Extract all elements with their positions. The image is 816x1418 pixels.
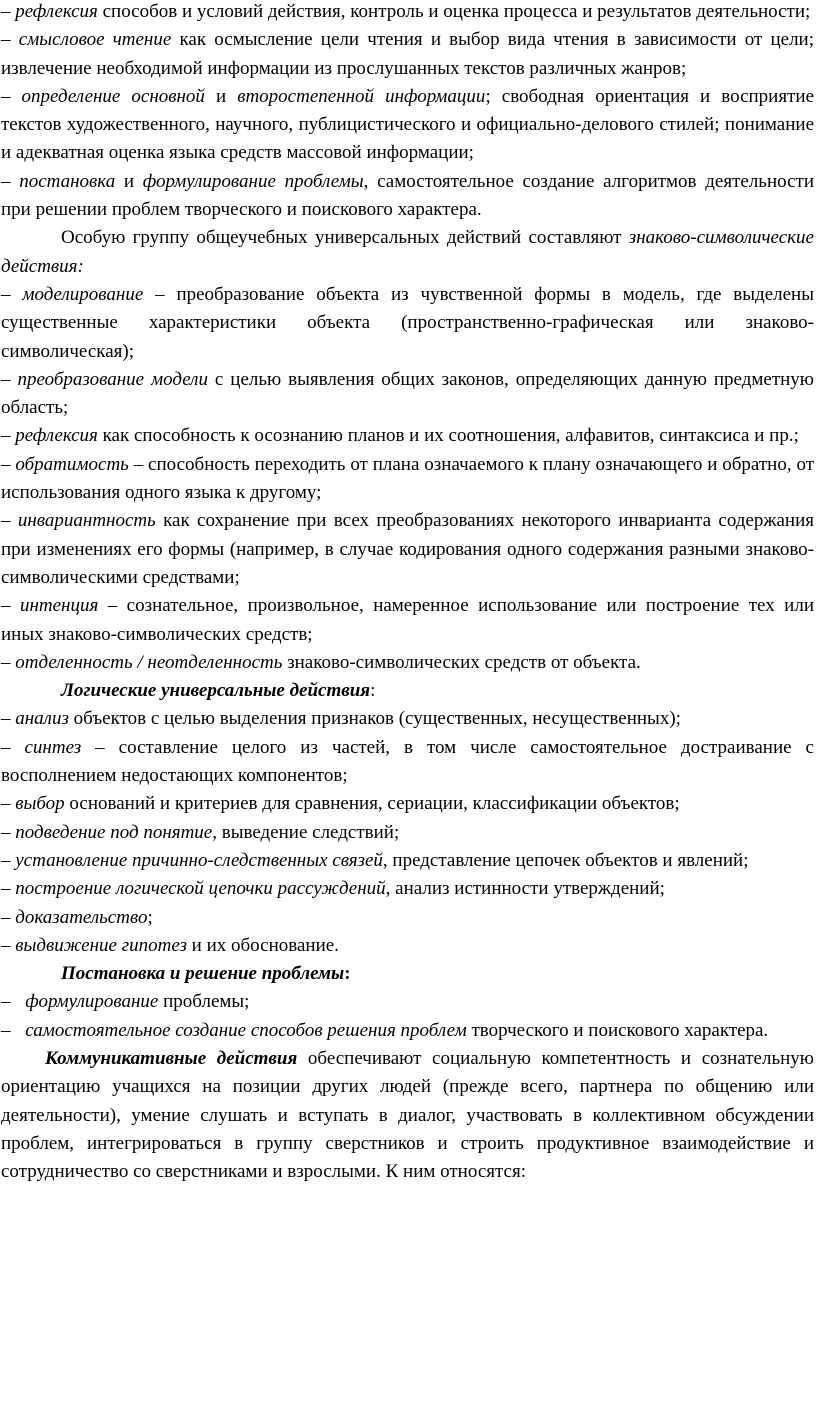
- item-ustanovlenie: [1, 847, 814, 875]
- term: подведение под понятие: [15, 821, 213, 843]
- term: отделенность / неотделенность: [15, 651, 283, 673]
- text: , представление цепочек объектов и явлений;: [382, 849, 749, 871]
- item-postanovka: [1, 168, 814, 225]
- term: инвариантность: [17, 510, 156, 532]
- dash: –: [1, 1019, 16, 1041]
- item-otdelennost: [1, 649, 814, 677]
- term: второстепенной информации: [237, 85, 486, 107]
- term: знаково-символические действия:: [1, 227, 814, 277]
- dash: –: [1, 453, 16, 475]
- term: постановка: [19, 170, 116, 192]
- dash: –: [1, 991, 16, 1013]
- heading-text: Постановка и решение проблемы: [61, 963, 345, 985]
- text: – сознательное, произвольное, намеренное использование или построение тех или иных знаково-символических средств;: [1, 595, 814, 645]
- text: :: [344, 963, 351, 985]
- text: Особую группу общеучебных универсальных действий составляют: [61, 227, 629, 249]
- text: – способность переходить от плана означаемого к плану означающего и обратно, от использования одного языка к другому;: [1, 453, 815, 504]
- item-analiz: [1, 705, 814, 733]
- term: определение основной: [21, 85, 205, 107]
- item-modelirovanie: [1, 281, 814, 366]
- term: построение логической цепочки рассуждений: [15, 878, 386, 900]
- term: выдвижение гипотез: [15, 934, 187, 956]
- heading-text: Логические универсальные действия: [61, 680, 371, 702]
- dash: –: [1, 736, 25, 758]
- term: формулирование проблемы: [142, 170, 364, 192]
- term: смысловое чтение: [18, 29, 172, 51]
- text: оснований и критериев для сравнения, сериации, классификации объектов;: [64, 793, 680, 815]
- term: синтез: [24, 736, 82, 758]
- item-samostoyatelnoe: [1, 1017, 814, 1045]
- dash: –: [1, 906, 16, 928]
- item-preobrazovanie: [1, 366, 814, 423]
- item-invariantnost: [1, 507, 814, 592]
- text: и: [115, 170, 143, 192]
- term: моделирование: [22, 283, 144, 305]
- text: ; свободная ориентация и восприятие текстов художественного, научного, публицистического и официально-делового стилей; понимание и адекватная оценка языка средств массовой информации;: [1, 85, 814, 164]
- item-dokazatelstvo: [1, 904, 814, 932]
- item-obratimost: [1, 451, 814, 508]
- dash: –: [1, 425, 16, 447]
- text: – составление целого из частей, в том числе самостоятельное достраивание с восполнением недостающих компонентов;: [1, 736, 814, 787]
- text: и: [204, 85, 238, 107]
- dash: –: [1, 651, 16, 673]
- text: как сохранение при всех преобразованиях некоторого инварианта содержания при изменениях его формы (например, в случае кодирования одного содержания разными знаково-символическими средствами;: [1, 510, 815, 588]
- dash: –: [1, 878, 16, 900]
- dash: –: [1, 595, 20, 617]
- text: проблемы;: [158, 991, 250, 1013]
- text: знаково-символических средств от объекта.: [282, 651, 641, 673]
- dash: –: [1, 793, 16, 815]
- term: интенция: [19, 595, 99, 617]
- text: обеспечивают социальную компетентность и сознательную ориентацию учащихся на позиции других людей (прежде всего, партнера по общению или деятельности), умение слушать и вступать в диалог, участвовать в коллективном обсуждении проблем, интегрироваться в группу сверстников и строить продуктивное взаимодействие и сотрудничество со сверстниками и взрослыми. К ним относятся:: [1, 1047, 814, 1183]
- term: установление причинно-следственных связей: [15, 849, 383, 871]
- text: с целью выявления общих законов, определяющих данную предметную область;: [1, 368, 814, 419]
- item-vydvizhenie: [1, 932, 814, 960]
- term: рефлексия: [15, 425, 98, 447]
- term: рефлексия: [15, 1, 98, 22]
- term: выбор: [15, 793, 65, 815]
- dash: –: [1, 283, 23, 305]
- term: обратимость: [15, 453, 129, 475]
- item-vybor: [1, 790, 814, 818]
- text: :: [370, 680, 376, 702]
- paragraph-communicative: [1, 1045, 814, 1186]
- heading-logic-actions: [1, 677, 814, 705]
- term: преобразование модели: [17, 368, 208, 390]
- term: анализ: [15, 708, 69, 730]
- text: творческого и поискового характера.: [466, 1019, 769, 1041]
- dash: –: [1, 85, 22, 107]
- term: формулирование: [25, 991, 159, 1013]
- text: , анализ истинности утверждений;: [385, 878, 665, 900]
- dash: –: [1, 821, 16, 843]
- item-postroenie: [1, 875, 814, 903]
- item-formulirovanie: [1, 988, 814, 1016]
- dash: –: [1, 708, 16, 730]
- text: ;: [147, 906, 153, 928]
- text: объектов с целью выделения признаков (существенных, несущественных);: [68, 708, 681, 730]
- term: самостоятельное создание способов решения проблем: [25, 1019, 467, 1041]
- dash: –: [1, 510, 18, 532]
- item-podvedenie: [1, 819, 814, 847]
- paragraph-znakovo-intro: [1, 224, 814, 281]
- term: Коммуникативные действия: [45, 1047, 298, 1069]
- text: и их обоснование.: [186, 934, 339, 956]
- text: способов и условий действия, контроль и оценка процесса и результатов деятельности;: [97, 1, 811, 22]
- item-smyslovoe-chtenie: [1, 26, 814, 83]
- text: как способность к осознанию планов и их соотношения, алфавитов, синтаксиса и пр.;: [97, 425, 799, 447]
- item-opredelenie: [1, 83, 814, 168]
- text: , самостоятельное создание алгоритмов деятельности при решении проблем творческого и поискового характера.: [1, 170, 815, 221]
- text: , выведение следствий;: [212, 821, 400, 843]
- text: как осмысление цели чтения и выбор вида чтения в зависимости от цели; извлечение необходимой информации из прослушанных текстов различных жанров;: [1, 29, 815, 79]
- item-sintez: [1, 734, 814, 791]
- text: – преобразование объекта из чувственной формы в модель, где выделены существенные характеристики объекта (пространственно-графическая или знаково-символическая);: [1, 283, 814, 362]
- dash: –: [1, 170, 20, 192]
- dash: –: [1, 849, 16, 871]
- dash: –: [1, 1, 16, 22]
- dash: –: [1, 934, 16, 956]
- item-intencia: [1, 592, 814, 649]
- dash: –: [1, 368, 18, 390]
- item-refleksia-process: [1, 0, 814, 26]
- item-refleksia-plan: [1, 422, 814, 450]
- term: доказательство: [15, 906, 148, 928]
- dash: –: [1, 29, 19, 51]
- heading-problem: [1, 960, 814, 988]
